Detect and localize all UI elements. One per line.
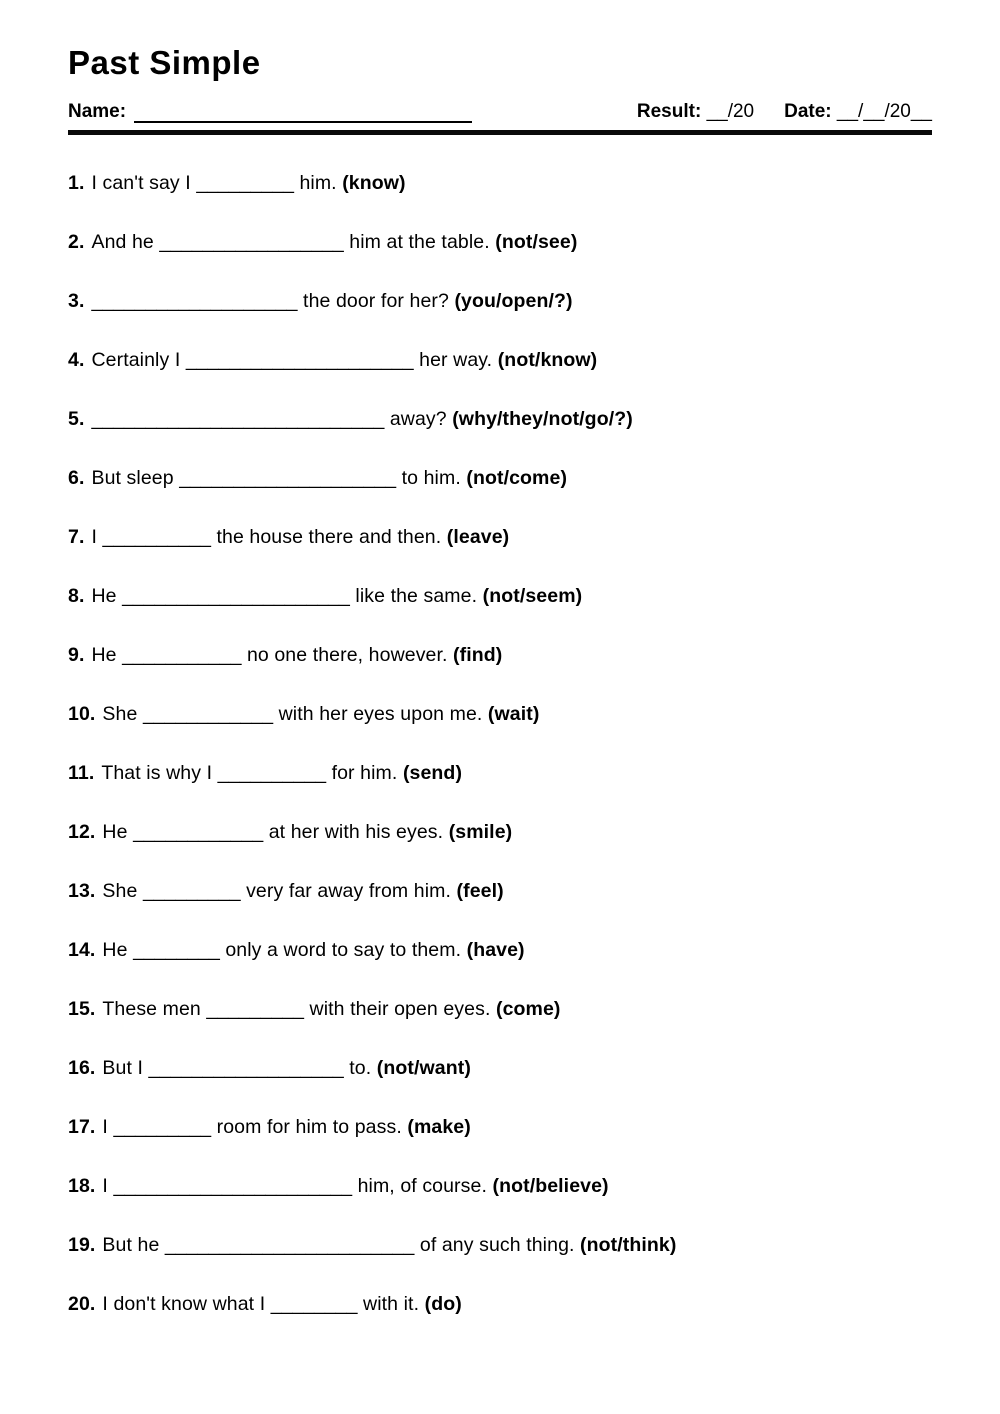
question-text-pre: He xyxy=(102,820,134,843)
question-row xyxy=(68,643,932,667)
answer-blank: ___________ xyxy=(122,643,242,666)
verb-hint: (you/open/?) xyxy=(454,289,573,312)
question-number: 13. xyxy=(68,879,96,902)
question-number: 14. xyxy=(68,938,96,961)
question-number: 16. xyxy=(68,1056,96,1079)
question-text-post: with their open eyes. xyxy=(304,997,496,1020)
page-title: Past Simple xyxy=(68,44,261,81)
question-number: 8. xyxy=(68,584,85,607)
question-text-pre: I don't know what I xyxy=(102,1292,271,1315)
question-row xyxy=(68,289,932,313)
question-number: 4. xyxy=(68,348,85,371)
answer-blank: ____________ xyxy=(133,820,264,843)
question-text-post: the door for her? xyxy=(297,289,455,312)
question-number: 20. xyxy=(68,1292,96,1315)
question-row xyxy=(68,348,932,372)
question-text-post: at her with his eyes. xyxy=(263,820,449,843)
verb-hint: (do) xyxy=(424,1292,462,1315)
verb-hint: (find) xyxy=(453,643,503,666)
question-row xyxy=(68,230,932,254)
question-number: 11. xyxy=(68,761,95,784)
question-text-post: him, of course. xyxy=(352,1174,493,1197)
name-label: Name: xyxy=(68,101,127,122)
verb-hint: (not/seem) xyxy=(482,584,583,607)
answer-blank: ___________________ xyxy=(91,289,298,312)
question-number: 2. xyxy=(68,230,85,253)
question-row xyxy=(68,1233,932,1257)
question-row xyxy=(68,407,932,431)
question-number: 3. xyxy=(68,289,85,312)
question-row xyxy=(68,879,932,903)
answer-blank: ___________________________ xyxy=(91,407,385,430)
question-text-post: with her eyes upon me. xyxy=(273,702,488,725)
question-number: 18. xyxy=(68,1174,96,1197)
question-number: 9. xyxy=(68,643,85,666)
question-row xyxy=(68,1115,932,1139)
verb-hint: (not/know) xyxy=(497,348,598,371)
answer-blank: ____________________ xyxy=(179,466,397,489)
question-row xyxy=(68,584,932,608)
question-row xyxy=(68,997,932,1021)
verb-hint: (know) xyxy=(342,171,406,194)
question-text-post: very far away from him. xyxy=(240,879,457,902)
result-label: Result: xyxy=(636,101,702,122)
question-row xyxy=(68,820,932,844)
question-text-pre: I xyxy=(102,1174,114,1197)
question-text-pre: She xyxy=(102,702,143,725)
answer-blank: __________________ xyxy=(148,1056,344,1079)
verb-hint: (send) xyxy=(402,761,463,784)
answer-blank: _________ xyxy=(142,879,241,902)
question-text-pre: But I xyxy=(102,1056,149,1079)
date-label: Date: xyxy=(784,101,832,122)
question-text-pre: But he xyxy=(102,1233,165,1256)
question-text-post: away? xyxy=(384,407,453,430)
answer-blank: _____________________ xyxy=(185,348,414,371)
verb-hint: (not/come) xyxy=(466,466,568,489)
answer-blank: _______________________ xyxy=(164,1233,415,1256)
answer-blank: _________________ xyxy=(159,230,344,253)
result-value: __/20 xyxy=(706,101,755,122)
question-number: 15. xyxy=(68,997,96,1020)
question-row xyxy=(68,466,932,490)
question-text-post: only a word to say to them. xyxy=(219,938,467,961)
question-text-pre: But sleep xyxy=(91,466,180,489)
question-row xyxy=(68,1292,932,1316)
meta-right-group xyxy=(637,101,932,123)
question-row xyxy=(68,702,932,726)
question-text-post: for him. xyxy=(326,761,403,784)
verb-hint: (smile) xyxy=(448,820,513,843)
question-number: 19. xyxy=(68,1233,96,1256)
date-group xyxy=(784,101,932,123)
answer-blank: __________ xyxy=(102,525,211,548)
header-divider xyxy=(68,130,932,135)
answer-blank: _________ xyxy=(196,171,294,194)
question-row xyxy=(68,525,932,549)
question-number: 17. xyxy=(68,1115,96,1138)
verb-hint: (leave) xyxy=(446,525,510,548)
name-fill-line xyxy=(134,102,472,123)
answer-blank: ________ xyxy=(133,938,220,961)
question-text-pre: He xyxy=(91,643,123,666)
question-text-post: of any such thing. xyxy=(414,1233,581,1256)
question-row xyxy=(68,1056,932,1080)
question-number: 5. xyxy=(68,407,85,430)
question-row xyxy=(68,761,932,785)
verb-hint: (not/believe) xyxy=(492,1174,609,1197)
question-text-pre: That is why I xyxy=(101,761,218,784)
question-text-pre: I can't say I xyxy=(91,171,197,194)
question-text-post: him. xyxy=(293,171,343,194)
question-text-pre: Certainly I xyxy=(91,348,186,371)
answer-blank: __________ xyxy=(217,761,327,784)
question-text-post: like the same. xyxy=(349,584,483,607)
question-text-pre: And he xyxy=(91,230,160,253)
question-text-post: no one there, however. xyxy=(241,643,454,666)
question-text-pre: She xyxy=(102,879,143,902)
question-text-pre: He xyxy=(91,584,123,607)
answer-blank: _____________________ xyxy=(122,584,350,607)
question-row xyxy=(68,171,932,195)
question-text-pre: He xyxy=(102,938,134,961)
answer-blank: ______________________ xyxy=(113,1174,353,1197)
worksheet-meta-row xyxy=(68,101,932,123)
question-number: 7. xyxy=(68,525,85,548)
question-number: 1. xyxy=(68,171,85,194)
verb-hint: (not/think) xyxy=(580,1233,677,1256)
question-text-pre: I xyxy=(102,1115,114,1138)
question-text-post: to him. xyxy=(396,466,467,489)
verb-hint: (feel) xyxy=(456,879,504,902)
question-row xyxy=(68,1174,932,1198)
verb-hint: (not/want) xyxy=(376,1056,471,1079)
date-value: __/__/20__ xyxy=(836,101,932,122)
question-text-post: her way. xyxy=(413,348,498,371)
question-text-post: the house there and then. xyxy=(210,525,447,548)
answer-blank: ________ xyxy=(270,1292,358,1315)
verb-hint: (why/they/not/go/?) xyxy=(452,407,633,430)
question-row xyxy=(68,938,932,962)
question-number: 6. xyxy=(68,466,85,489)
answer-blank: ____________ xyxy=(142,702,274,725)
question-text-post: to. xyxy=(343,1056,377,1079)
question-text-post: room for him to pass. xyxy=(211,1115,408,1138)
questions-list xyxy=(68,171,932,1316)
verb-hint: (have) xyxy=(466,938,525,961)
question-text-pre: These men xyxy=(102,997,207,1020)
answer-blank: _________ xyxy=(206,997,304,1020)
question-number: 12. xyxy=(68,820,96,843)
verb-hint: (come) xyxy=(496,997,561,1020)
verb-hint: (wait) xyxy=(487,702,540,725)
verb-hint: (not/see) xyxy=(495,230,578,253)
question-text-post: him at the table. xyxy=(343,230,496,253)
answer-blank: _________ xyxy=(113,1115,212,1138)
question-text-pre: I xyxy=(91,525,103,548)
question-number: 10. xyxy=(68,702,96,725)
question-text-post: with it. xyxy=(357,1292,425,1315)
result-group xyxy=(637,101,754,123)
verb-hint: (make) xyxy=(407,1115,471,1138)
